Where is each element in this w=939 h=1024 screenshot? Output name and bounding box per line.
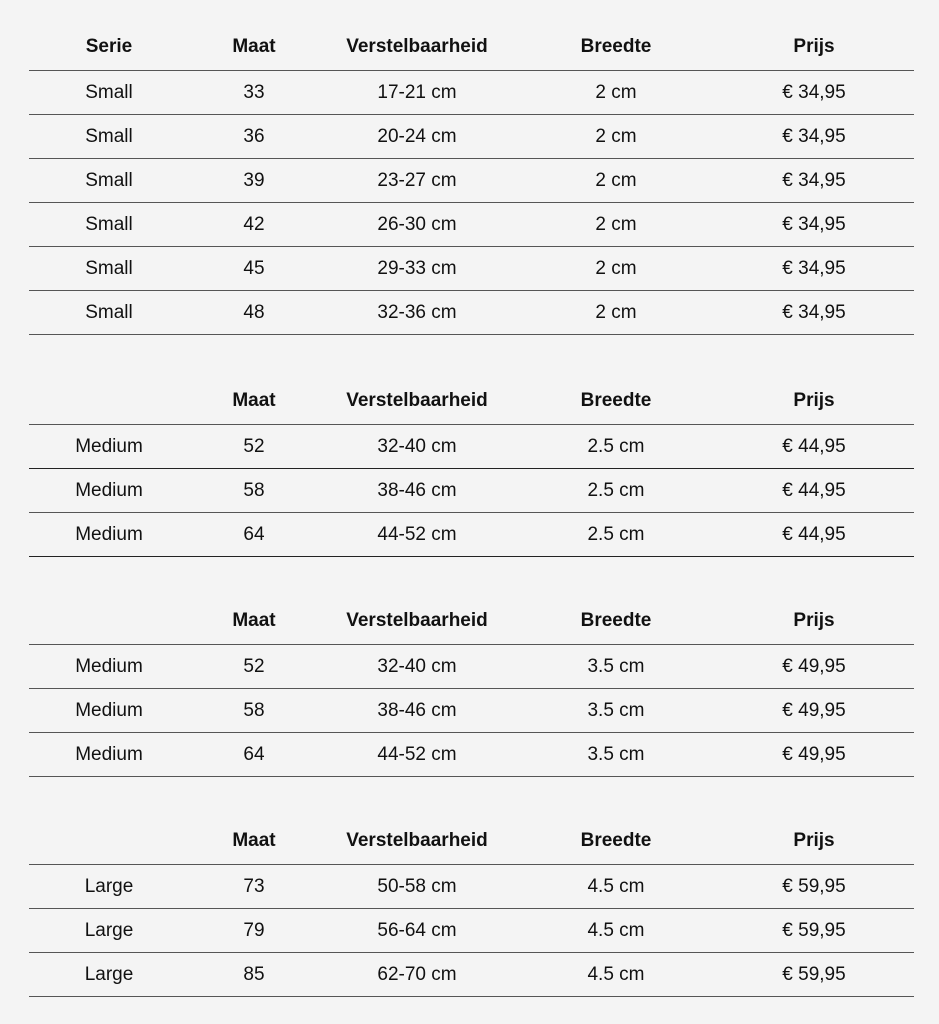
cell-maat: 64: [243, 524, 265, 545]
cell-serie: Medium: [75, 436, 143, 457]
cell-prijs: € 44,95: [782, 480, 846, 501]
cell-verstelbaarheid: 17-21 cm: [377, 82, 457, 103]
size-table-medium-2-5: [29, 376, 914, 557]
cell-breedte: 2 cm: [595, 258, 637, 279]
header-verstelbaarheid: Verstelbaarheid: [346, 36, 488, 57]
cell-breedte: 3.5 cm: [587, 700, 645, 721]
cell-maat: 79: [243, 920, 265, 941]
table-row: [29, 291, 914, 335]
header-breedte: Breedte: [580, 610, 652, 631]
cell-serie: Medium: [75, 480, 143, 501]
cell-maat: 58: [243, 480, 265, 501]
cell-serie: Small: [85, 126, 133, 147]
cell-prijs: € 44,95: [782, 436, 846, 457]
cell-maat: 42: [243, 214, 265, 235]
cell-prijs: € 49,95: [782, 744, 846, 765]
cell-serie: Small: [85, 82, 133, 103]
cell-prijs: € 34,95: [782, 126, 846, 147]
cell-prijs: € 34,95: [782, 258, 846, 279]
header-prijs: Prijs: [793, 610, 835, 631]
table-row: [29, 865, 914, 909]
header-maat: Maat: [232, 36, 276, 57]
cell-maat: 45: [243, 258, 265, 279]
cell-breedte: 2.5 cm: [587, 480, 645, 501]
header-prijs: Prijs: [793, 830, 835, 851]
header-prijs: Prijs: [793, 36, 835, 57]
header-verstelbaarheid: Verstelbaarheid: [346, 830, 488, 851]
cell-maat: 36: [243, 126, 265, 147]
cell-maat: 52: [243, 436, 265, 457]
cell-breedte: 4.5 cm: [587, 920, 645, 941]
cell-maat: 73: [243, 876, 265, 897]
cell-serie: Large: [84, 876, 134, 897]
cell-verstelbaarheid: 38-46 cm: [377, 700, 457, 721]
table-header: [29, 376, 914, 425]
cell-breedte: 3.5 cm: [587, 656, 645, 677]
table-row: [29, 733, 914, 777]
cell-maat: 39: [243, 170, 265, 191]
cell-verstelbaarheid: 32-40 cm: [377, 656, 457, 677]
cell-serie: Medium: [75, 656, 143, 677]
table-header: [29, 596, 914, 645]
header-breedte: Breedte: [580, 390, 652, 411]
table-row: [29, 689, 914, 733]
size-table-large: [29, 816, 914, 997]
cell-prijs: € 59,95: [782, 920, 846, 941]
table-header: [29, 22, 914, 71]
table-row: [29, 247, 914, 291]
cell-serie: Large: [84, 964, 134, 985]
cell-prijs: € 34,95: [782, 302, 846, 323]
cell-breedte: 3.5 cm: [587, 744, 645, 765]
cell-prijs: € 34,95: [782, 170, 846, 191]
table-row: [29, 645, 914, 689]
size-table-small: [29, 22, 914, 335]
cell-verstelbaarheid: 26-30 cm: [377, 214, 457, 235]
cell-breedte: 2 cm: [595, 82, 637, 103]
cell-breedte: 2 cm: [595, 170, 637, 191]
cell-prijs: € 44,95: [782, 524, 846, 545]
cell-prijs: € 34,95: [782, 82, 846, 103]
cell-maat: 33: [243, 82, 265, 103]
cell-serie: Small: [85, 302, 133, 323]
header-maat: Maat: [232, 830, 276, 851]
cell-maat: 48: [243, 302, 265, 323]
cell-prijs: € 59,95: [782, 964, 846, 985]
cell-serie: Small: [85, 214, 133, 235]
cell-verstelbaarheid: 50-58 cm: [377, 876, 457, 897]
cell-verstelbaarheid: 29-33 cm: [377, 258, 457, 279]
table-row: [29, 115, 914, 159]
cell-maat: 85: [243, 964, 265, 985]
cell-breedte: 2 cm: [595, 214, 637, 235]
cell-prijs: € 59,95: [782, 876, 846, 897]
cell-verstelbaarheid: 44-52 cm: [377, 744, 457, 765]
cell-serie: Medium: [75, 524, 143, 545]
cell-serie: Large: [84, 920, 134, 941]
table-row: [29, 159, 914, 203]
cell-verstelbaarheid: 32-40 cm: [377, 436, 457, 457]
table-header: [29, 816, 914, 865]
cell-breedte: 2 cm: [595, 126, 637, 147]
cell-serie: Medium: [75, 700, 143, 721]
cell-serie: Small: [85, 170, 133, 191]
header-verstelbaarheid: Verstelbaarheid: [346, 390, 488, 411]
header-breedte: Breedte: [580, 36, 652, 57]
cell-verstelbaarheid: 23-27 cm: [377, 170, 457, 191]
cell-verstelbaarheid: 20-24 cm: [377, 126, 457, 147]
table-row: [29, 513, 914, 557]
cell-prijs: € 49,95: [782, 656, 846, 677]
header-maat: Maat: [232, 390, 276, 411]
cell-maat: 64: [243, 744, 265, 765]
header-prijs: Prijs: [793, 390, 835, 411]
size-table-medium-3-5: [29, 596, 914, 777]
cell-breedte: 2.5 cm: [587, 436, 645, 457]
header-breedte: Breedte: [580, 830, 652, 851]
cell-breedte: 2 cm: [595, 302, 637, 323]
header-verstelbaarheid: Verstelbaarheid: [346, 610, 488, 631]
cell-prijs: € 49,95: [782, 700, 846, 721]
cell-breedte: 2.5 cm: [587, 524, 645, 545]
cell-verstelbaarheid: 56-64 cm: [377, 920, 457, 941]
cell-breedte: 4.5 cm: [587, 876, 645, 897]
table-row: [29, 909, 914, 953]
cell-serie: Medium: [75, 744, 143, 765]
header-serie: Serie: [85, 36, 133, 57]
table-row: [29, 469, 914, 513]
table-row: [29, 425, 914, 469]
table-row: [29, 203, 914, 247]
cell-maat: 52: [243, 656, 265, 677]
cell-verstelbaarheid: 32-36 cm: [377, 302, 457, 323]
cell-serie: Small: [85, 258, 133, 279]
cell-verstelbaarheid: 38-46 cm: [377, 480, 457, 501]
cell-prijs: € 34,95: [782, 214, 846, 235]
table-row: [29, 953, 914, 997]
table-row: [29, 71, 914, 115]
cell-verstelbaarheid: 44-52 cm: [377, 524, 457, 545]
cell-maat: 58: [243, 700, 265, 721]
cell-breedte: 4.5 cm: [587, 964, 645, 985]
cell-verstelbaarheid: 62-70 cm: [377, 964, 457, 985]
header-maat: Maat: [232, 610, 276, 631]
